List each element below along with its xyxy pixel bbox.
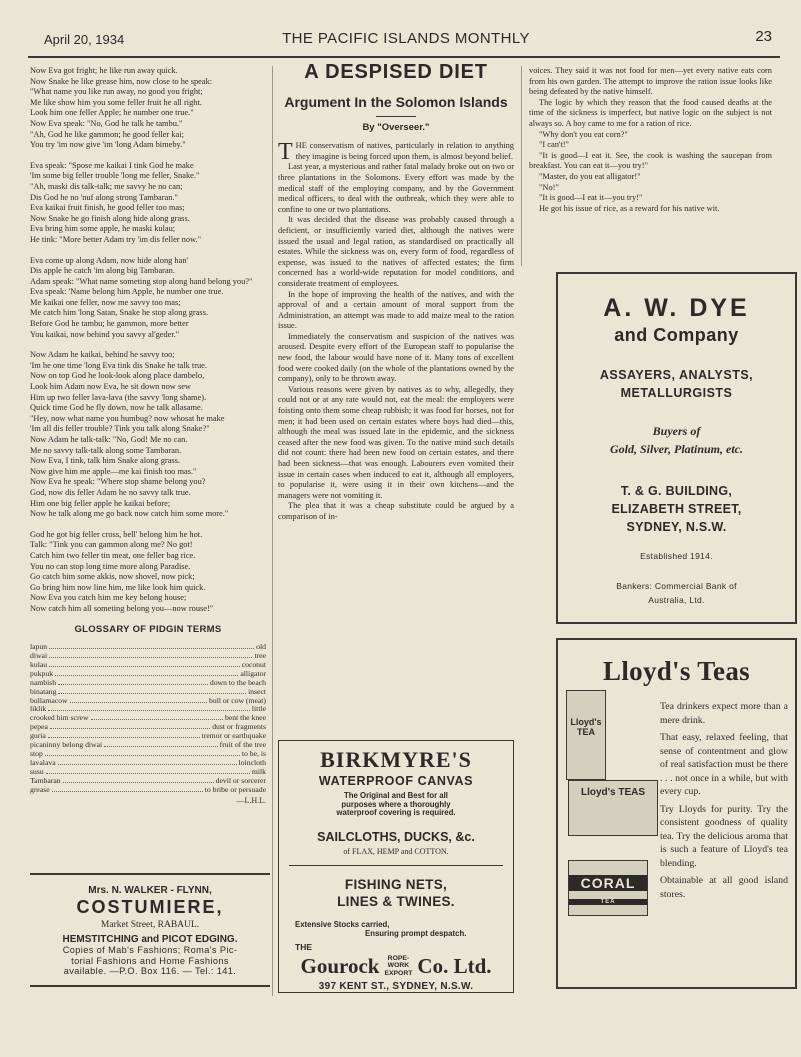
article-byline: By "Overseer." [362, 121, 430, 133]
poem-line: Eva bring him some apple, he maski kulau; [30, 224, 176, 234]
ad-company-name: Gourock ROPE- WORK EXPORT Co. Ltd. [300, 953, 492, 978]
glossary-definition: bull or cow (meat) [209, 695, 266, 705]
glossary-definition: tremor or earthquake [201, 731, 266, 741]
poem-line: Eva speak: 'Name belong him Apple, he number one true. [30, 287, 224, 297]
poem-line: Adam speak: "What name someting stop along hand belong you?" [30, 276, 253, 286]
birkmyre-advertisement [278, 740, 514, 993]
poem-line: "What name you like run away, no good you fright; [30, 87, 203, 97]
glossary-definition: insect [248, 686, 266, 696]
ad-contact: available. —P.O. Box 116. — Tel.: 141. [63, 966, 237, 976]
article-paragraph: "It is good—I eat it. See, the cook is washing the saucepan from breakfast. You can eat it—you try!" [529, 150, 772, 171]
ad-product-line: SAILCLOTHS, DUCKS, &c. [317, 829, 475, 844]
ad-divider [289, 865, 503, 866]
glossary-list [30, 643, 266, 794]
poem-line: Now Adam he talk-talk: "No, God! Me no can. [30, 435, 188, 444]
article-paragraph: "I can't!" [539, 140, 569, 150]
article-paragraph: "It is good—I eat it—you try!" [539, 193, 643, 203]
poem-line: He tink: "More better Adam try 'im dis feller now." [30, 234, 202, 244]
article-paragraph: "No!" [539, 182, 559, 192]
ad-materials: of FLAX, HEMP and COTTON. [343, 846, 449, 856]
ad-address: 397 KENT ST., SYDNEY, N.S.W. [318, 980, 474, 992]
ad-stock-note: Extensive Stocks carried, Ensuring prompt despatch. [295, 919, 467, 938]
article-paragraph: Last year, a mysterious and rather fatal malady broke out on two or three plantations in the Solomons. Every effort was made by the medical staff of the employing company, and by the Government medical officers, to deal with the outbreak, which they were able to confine to one or two plantations. [278, 162, 514, 214]
poem-stanza [30, 256, 266, 341]
poem-line: Now on top God he look-look along place dambelo, [30, 371, 205, 381]
poem-line: Now Snake he go finish along hide along grass. [30, 213, 190, 223]
poem-line: Eva speak: "Spose me kaikai I tink God he make [30, 160, 194, 170]
glossary-row [30, 679, 266, 688]
ad-line: Copies of Mab's Fashions; Roma's Pic- [62, 945, 238, 955]
glossary-term: nambish [30, 677, 57, 687]
poem-line: "Hey, now what name you humbug? now whosat he make [30, 413, 225, 423]
glossary-term: kulau [30, 659, 48, 669]
article-paragraph: "Master, do you eat alligator!" [539, 171, 641, 181]
poem-line: Now Eva, I tink, talk him Snake along grass. [30, 456, 181, 466]
glossary-definition: old [256, 642, 266, 652]
glossary-term: susu [30, 766, 44, 776]
drop-cap: T [278, 139, 293, 166]
ad-company-name: A. W. DYE [603, 294, 750, 322]
glossary-definition: devil or sorcerer [215, 775, 266, 785]
glossary-definition: coconut [241, 659, 266, 669]
glossary-row [30, 643, 266, 652]
ad-tagline: purposes where a thoroughly [341, 799, 451, 809]
poem-line: 'Im some big feller trouble 'long me feller, Snake." [30, 171, 200, 181]
article-body [278, 141, 514, 522]
glossary-definition: tree [254, 651, 266, 660]
poem-line: Now he talk along me go back now catch him some more." [30, 509, 229, 519]
glossary-definition: little [251, 704, 266, 714]
poem-line: You try 'im now give 'im 'long Adam bimeby." [30, 140, 186, 150]
glossary-term: pepea [30, 722, 48, 732]
poem-line: You no can stop long time more along Paradise. [30, 561, 191, 571]
poem-line: Him up two feller lava-lava (the savvy 'long shame). [30, 392, 207, 402]
poem-line: 'Im all dis feller trouble? Tink you talk along Snake?" [30, 424, 210, 434]
article [278, 61, 514, 523]
poem-stanza [30, 350, 266, 520]
ad-brand: BIRKMYRE'S [320, 747, 472, 772]
tea-tin-image: Lloyd's TEAS [568, 780, 658, 836]
glossary-definition: alligator [240, 668, 266, 678]
ad-address: Market Street, RABAUL. [100, 920, 200, 930]
poem-line: Eva kaikai fruit finish, he good feller too mas; [30, 203, 185, 213]
article-paragraph: "Why don't you eat corn?" [539, 129, 628, 139]
glossary-row [30, 759, 266, 768]
ad-tagline: waterproof covering is required. [336, 808, 456, 817]
ad-product-line: FISHING NETS, [344, 876, 448, 892]
poem-line: Eva come up along Adam, now hide along han' [30, 255, 189, 265]
glossary-term: binatang [30, 686, 57, 696]
magazine-title: THE PACIFIC ISLANDS MONTHLY [282, 30, 530, 47]
glossary-definition: down to the beach [209, 677, 266, 687]
poem-line: God, now dis feller Adam he no savvy talk true. [30, 487, 191, 497]
poem-line: Quick time God he fly down, now he talk allasame. [30, 403, 203, 413]
ad-trade: COSTUMIERE, [76, 897, 224, 917]
poem-stanza [30, 530, 266, 615]
ad-metals: Gold, Silver, Platinum, etc. [609, 442, 743, 456]
glossary-term: stop [30, 748, 43, 758]
article-paragraph: In the hope of improving the health of the natives, and with the approval of and a certain amount of moral support from the Administration, an attempt was made to add maize meal to the ration issue. [278, 289, 514, 331]
article-title: A DESPISED DIET [304, 61, 488, 83]
glossary-term: picaninny belong diwai [30, 740, 103, 750]
glossary-term: lapun [30, 642, 48, 652]
poem-line: Now Eva he speak: "Where stop shame belong you? [30, 477, 206, 487]
glossary-term: Tambaran [30, 775, 61, 785]
tea-packet-image: Lloyd's TEA [566, 690, 606, 780]
glossary-row [30, 741, 266, 750]
poem-line: Now catch him all someting belong you—now rouse!" [30, 603, 214, 613]
ad-tagline: The Original and Best for all [344, 791, 448, 800]
poem-line: Talk: "Tink you can gammon along me? No got! [30, 540, 193, 550]
poem-line: You kaikai, now behind you savvy al'geder." [30, 329, 180, 339]
ad-company-suffix: and Company [614, 325, 739, 345]
glossary-row [30, 697, 266, 706]
poem-line: Now give him me apple—me kai finish too mas." [30, 466, 197, 476]
glossary-definition: bent the knee [225, 713, 266, 723]
poem-author-signoff: —L.H.L. [236, 795, 266, 805]
ad-company-prefix: THE [295, 941, 312, 952]
ad-buyers: Buyers of [652, 424, 701, 438]
page-number: 23 [755, 28, 772, 45]
poem-line: Look him one feller Apple; he number one true." [30, 108, 194, 118]
ad-proprietor: Mrs. N. WALKER - FLYNN, [88, 885, 212, 896]
ad-services: HEMSTITCHING and PICOT EDGING. [62, 934, 238, 945]
glossary-definition: fruit of the tree [219, 740, 266, 750]
article-subtitle: Argument In the Solomon Islands [284, 93, 508, 110]
poem-line: Go bring him now line him, me like look him quick. [30, 582, 206, 592]
ad-established: Established 1914. [640, 551, 713, 561]
glossary-row [30, 652, 266, 661]
poem-stanza [30, 161, 266, 246]
lloyds-teas-advertisement [556, 638, 797, 989]
ad-bankers: Bankers: Commercial Bank of Australia, Ltd. [616, 581, 737, 605]
glossary-term: liklik [30, 704, 47, 714]
poem-line: Catch him two feller tin meat, one feller bag rice. [30, 550, 196, 560]
column-divider [272, 66, 273, 996]
glossary-term: pukpuk [30, 668, 54, 678]
poem-line: Him one big feller apple he kaikai before; [30, 498, 171, 508]
glossary-definition: milk [251, 766, 266, 776]
glossary-definition: dust or fragments [212, 722, 266, 732]
poem-line: 'Im he one time 'long Eva tink dis Snake he talk true. [30, 360, 207, 370]
poem-line: Dis apple he catch 'im along big Tambaran. [30, 266, 175, 276]
poem-line: Me like show him you some feller fruit he all right. [30, 97, 202, 107]
pidgin-poem [30, 66, 266, 806]
poem-line: Now Adam he kaikai, behind he savvy too; [30, 350, 175, 360]
ad-copy: Tea drinkers expect more than a mere drink. That easy, relaxed feeling, that sense of contentment and glow of real satisfaction must be there . . . not once in a while, but with every cup. Try Lloyds for purity. Try the consistent goodness of quality tea. Try the delicious aroma that is such a feature of Lloyd's tea blending. Obtainable at all good island stores. [660, 701, 788, 900]
ad-line: torial Fashions and Home Fashions [71, 955, 229, 966]
running-header [30, 26, 782, 50]
glossary-definition: loincloth [238, 757, 266, 767]
ad-address: T. & G. BUILDING, ELIZABETH STREET, SYDNEY, N.S.W. [611, 484, 742, 534]
article-paragraph: The plea that it was a cheap substitute could be argued by a comparison of in- [278, 501, 514, 521]
glossary-term: lavalava [30, 757, 56, 767]
column-divider [521, 66, 522, 266]
ad-title: Lloyd's Teas [603, 656, 750, 686]
poem-stanza [30, 66, 266, 151]
glossary-row [30, 786, 266, 795]
dye-company-advertisement [556, 272, 797, 624]
poem-line: Now Snake he like grease him, now close to he speak: [30, 76, 213, 86]
glossary-term: guria [30, 731, 46, 741]
article-paragraph: Various reasons were given by natives as to why, allegedly, they could not or at any rate would not, eat the meal: the employers were foisting onto them some cheap rubbish; it was food for horses, not for men; it had been used on certain estates where boys had died—this, although the meal was issued late in the epidemic, and the sickness ceased after the new food was given. To the native mind such details did not count: there had been new food on certain estates, and there had been sickness—that was enough. Labourers even vomited their issue in certain cases when induced to eat it, although all employers, to popularise it, were using it in their own kitchens—and the managers were not vomiting it. [278, 384, 514, 500]
article-continuation [529, 66, 772, 214]
article-paragraph: He got his issue of rice, as a reward for his native wit. [539, 203, 720, 213]
coral-tea-packet-image: CORAL TEA [568, 860, 648, 916]
poem-line: God he got big feller cross, bell' belong him he hot. [30, 529, 203, 539]
article-paragraph: It was decided that the disease was probably caused through a deficient, or insufficiently varied diet, although the natives were issued the usual and legal ration, as standardised on practically all estates. While the sickness was on, every form of food, regardless of expense, was issued to the natives of affected estates; the firm concerned has a world-wide reputation for model conditions, and considerate treatment of employees. [278, 215, 514, 288]
article-paragraph: voices. They said it was not food for men—yet every native eats corn from his own garden. The attempt to improve the ration issue looks like being defeated by the native himself. [529, 66, 772, 97]
glossary-term: bullamacow [30, 695, 68, 705]
poem-line: Me no savvy talk-talk along some Tambaran. [30, 445, 182, 455]
glossary-definition: to bribe or persuade [204, 784, 266, 794]
poem-line: Now Eva you catch him me key belong house; [30, 593, 187, 603]
glossary-row [30, 661, 266, 670]
glossary-row [30, 750, 266, 759]
poem-line: Look him Adam now Eva, he sit down now sew [30, 382, 191, 392]
poem-line: Before God he tambu; he gammon, more better [30, 319, 189, 329]
glossary-term: crooked him screw [30, 713, 89, 723]
poem-line: Now Eva got fright; he like run away quick. [30, 66, 178, 75]
poem-line: Me kaikai one feller, now me savvy too mas; [30, 297, 181, 307]
ad-trades: ASSAYERS, ANALYSTS, METALLURGISTS [599, 368, 754, 400]
header-rule [28, 56, 780, 58]
glossary-term: grease [30, 784, 50, 794]
article-paragraph: Immediately the conservatism and suspicion of the natives was aroused. Despite every effort of the European staff to popularise the new food, the labour would have none of it. Many tons of excellent food were cooked daily (on the whole of the plantations owned by the company), only to be thrown away. [278, 331, 514, 384]
article-paragraph: THE conservatism of natives, particularly in relation to anything they imagine is being forced upon them, is almost beyond belief. [278, 139, 514, 166]
glossary-term: diwai [30, 651, 48, 660]
issue-date: April 20, 1934 [44, 32, 125, 47]
poem-line: Me catch him 'long Satan, Snake he stop along grass. [30, 308, 209, 318]
ad-product: WATERPROOF CANVAS [318, 774, 474, 788]
ad-product-line: LINES & TWINES. [337, 893, 455, 909]
poem-line: Go catch him some akkis, now shovel, now pick; [30, 572, 195, 582]
poem-line: Dis God he no 'nuf along strong Tambaran." [30, 192, 178, 202]
subtitle-rule [376, 116, 416, 117]
article-paragraph: The logic by which they reason that the food caused deaths at the time of the sickness is imperfect, but native logic on the subject is not always so. A boy came to me for a ration of rice. [529, 97, 772, 128]
poem-line: Now Eva speak: "No, God he talk he tambu." [30, 118, 183, 128]
glossary-title: GLOSSARY OF PIDGIN TERMS [74, 623, 222, 635]
costumiere-advertisement [30, 873, 270, 987]
glossary-definition: to be, is [241, 748, 266, 758]
poem-line: "Ah, God he like gammon; he good feller kai; [30, 129, 184, 139]
poem-line: "Ah, maski dis talk-talk; me savvy he no can; [30, 181, 183, 191]
